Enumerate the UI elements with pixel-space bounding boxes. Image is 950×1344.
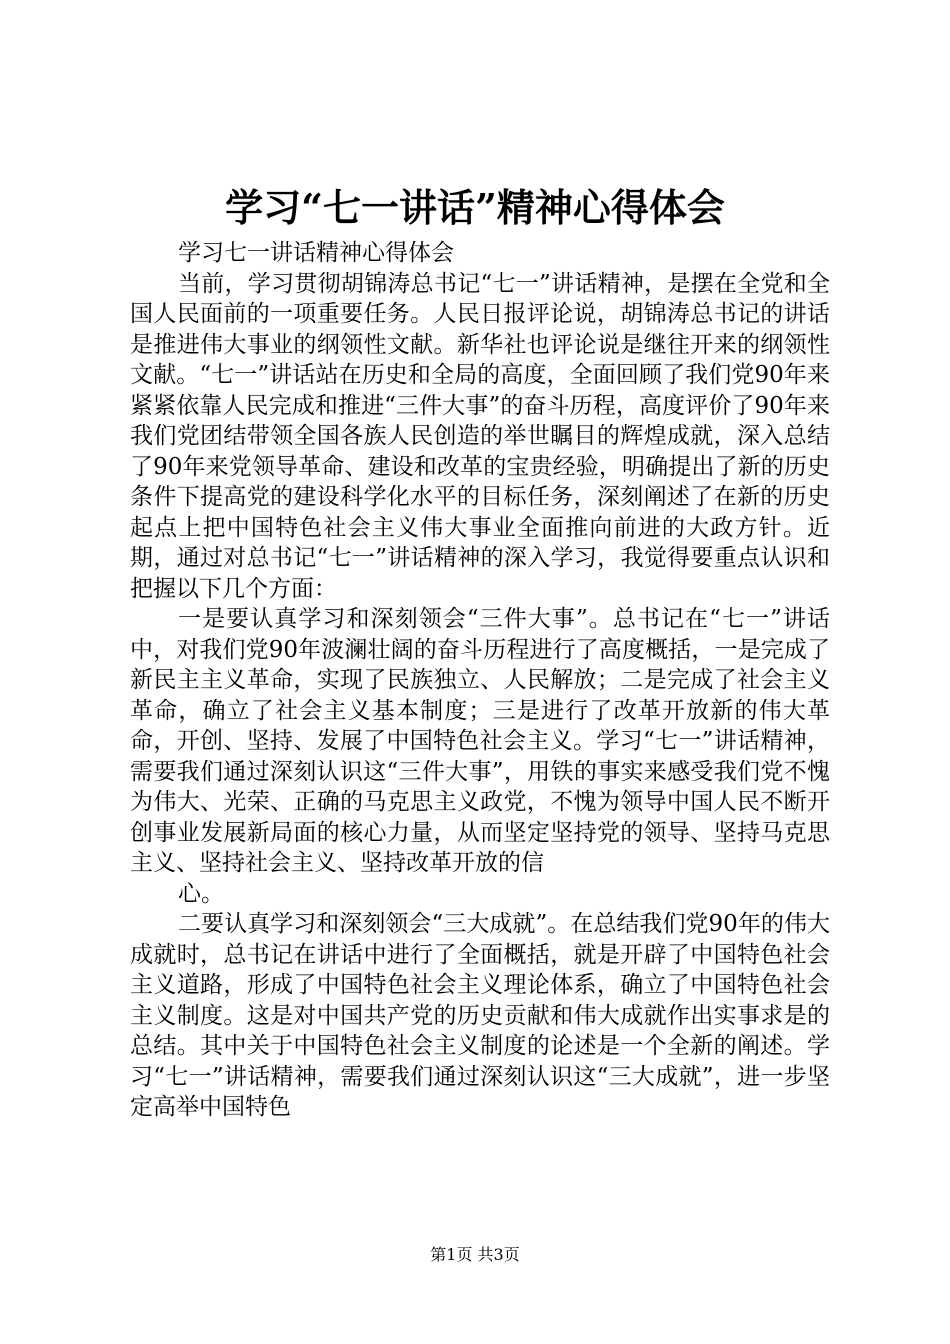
point-one-paragraph: 一是要认真学习和深刻领会“三件大事”。总书记在“七一”讲话中，对我们党90年波澜壮阔的奋斗历程进行了高度概括，一是完成了新民主主义革命，实现了民族独立、人民解放；二是完成了社会主义革命，确立了社会主义基本制度；三是进行了改革开放新的伟大革命，开创、坚持、发展了中国特色社会主义。学习“七一”讲话精神，需要我们通过深刻认识这“三件大事”，用铁的事实来感受我们党不愧为伟大、光荣、正确的马克思主义政党，不愧为领导中国人民不断开创事业发展新局面的核心力量，从而坚定坚持党的领导、坚持马克思主义、坚持社会主义、坚持改革开放的信 bbox=[130, 606, 830, 876]
point-two-paragraph: 二要认真学习和深刻领会“三大成就”。在总结我们党90年的伟大成就时，总书记在讲话中进行了全面概括，就是开辟了中国特色社会主义道路，形成了中国特色社会主义理论体系，确立了中国特色社会主义制度。这是对中国共产党的历史贡献和伟大成就作出实事求是的总结。其中关于中国特色社会主义制度的论述是一个全新的阐述。学习“七一”讲话精神，需要我们通过深刻认识这“三大成就”，进一步坚定高举中国特色 bbox=[130, 911, 830, 1120]
intro-paragraph: 当前，学习贯彻胡锦涛总书记“七一”讲话精神，是摆在全党和全国人民面前的一项重要任务。人民日报评论说，胡锦涛总书记的讲话是推进伟大事业的纲领性文献。新华社也评论说是继往开来的纲领性文献。“七一”讲话站在历史和全局的高度，全面回顾了我们党90年来紧紧依靠人民完成和推进“三件大事”的奋斗历程，高度评价了90年来我们党团结带领全国各族人民创造的举世瞩目的辉煌成就，深入总结了90年来党领导革命、建设和改革的宝贵经验，明确提出了新的历史条件下提高党的建设科学化水平的目标任务，深刻阐述了在新的历史起点上把中国特色社会主义伟大事业全面推向前进的大政方针。近期，通过对总书记“七一”讲话精神的深入学习，我觉得要重点认识和把握以下几个方面： bbox=[130, 270, 830, 602]
subtitle-paragraph: 学习七一讲话精神心得体会 bbox=[178, 240, 454, 266]
point-one-continuation: 心。 bbox=[178, 880, 224, 907]
page-footer: 第1页 共3页 bbox=[430, 1245, 520, 1264]
document-title: 学习“七一讲话”精神心得体会 bbox=[225, 185, 725, 230]
document-body bbox=[130, 238, 830, 1123]
